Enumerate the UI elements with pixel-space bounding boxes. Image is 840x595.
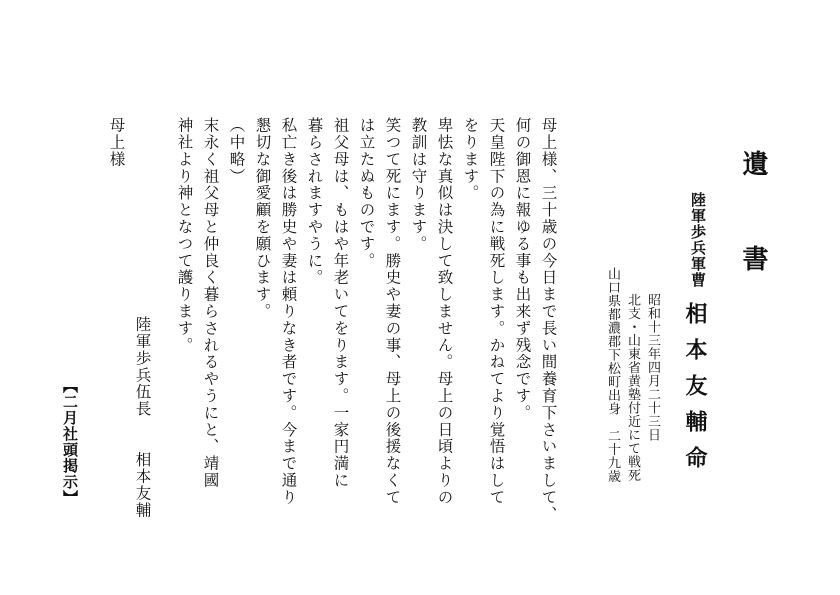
body-line: 何の御恩に報ゆる事も出来ず残念です。	[513, 117, 532, 422]
document-title-char-2: 書	[738, 245, 768, 271]
death-place: 北支・山東省黄塾付近にて戦死	[625, 293, 640, 482]
body-line: 卑怯な真似は決して致しません。母上の日頃よりの	[435, 117, 454, 506]
signature: 陸軍歩兵伍長 相本友輔	[133, 316, 152, 519]
body-line: 母上様、三十歳の今日まで長い間養育下さいまして、	[539, 117, 558, 523]
author-name: 相本友輔命	[682, 302, 708, 482]
body-line: は立たぬものです。	[357, 117, 376, 270]
body-line: （中略）	[227, 117, 246, 185]
body-line: をります。	[461, 117, 480, 202]
document-title-char-1: 遺	[738, 150, 768, 176]
body-line: 笑つて死にます。勝史や妻の事、母上の後援なくて	[383, 117, 402, 506]
body-line: 暮らされますやうに。	[305, 117, 324, 286]
body-line: 私亡き後は勝史や妻は頼りなき者です。今まで通り	[279, 117, 298, 506]
body-line: 懇切な御愛顧を願ひます。	[253, 117, 272, 320]
author-rank: 陸軍歩兵軍曹	[689, 192, 707, 288]
addressee: 母上様	[107, 117, 126, 168]
origin: 山口県都濃郡下松町出身 二十九歳	[605, 267, 620, 483]
body-line: 末永く祖父母と仲良く暮らされるやうにと、靖國	[201, 117, 220, 489]
body-line: 神社より神となつて護ります。	[175, 117, 194, 354]
death-date: 昭和十三年四月二十三日	[645, 293, 660, 442]
body-line: 教訓は守ります。	[409, 117, 428, 253]
body-line: 天皇陛下の為に戦死します。かねてより覚悟はして	[487, 117, 506, 506]
body-line: 祖父母は、もはや年老いてをります。一家円満に	[331, 117, 350, 489]
source-label: 【二月社頭掲示】	[61, 378, 79, 506]
